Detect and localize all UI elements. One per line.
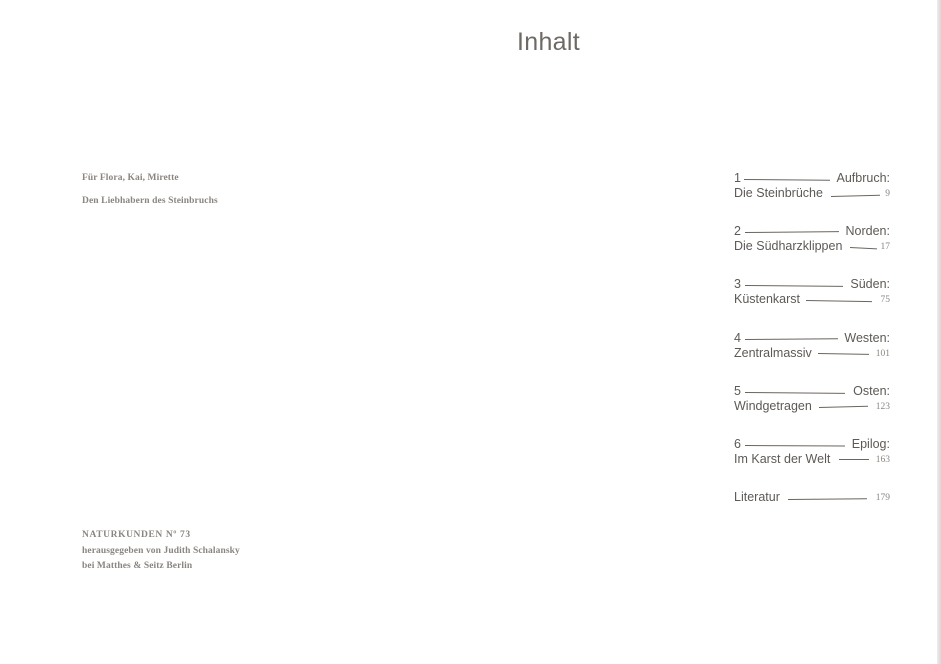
toc-chapter-title: Die Steinbrüche [734, 186, 823, 200]
toc-leader-line [788, 498, 867, 500]
toc-chapter-number: 1 [734, 171, 741, 185]
toc-page-number: 179 [875, 493, 890, 503]
toc-entry[interactable] [734, 224, 890, 258]
toc-leader-line [744, 179, 830, 181]
toc-page-number: 17 [880, 242, 890, 252]
toc-page-number: 123 [875, 402, 890, 412]
toc-chapter-title: Die Südharzklippen [734, 239, 843, 253]
toc-chapter-number: 2 [734, 224, 741, 238]
toc-page-number: 163 [875, 455, 890, 465]
toc-page-number: 101 [875, 349, 890, 359]
toc-chapter-number: 3 [734, 277, 741, 291]
publisher-credit: bei Matthes & Seitz Berlin [82, 561, 193, 571]
toc-chapter-number: 4 [734, 331, 741, 345]
toc-chapter-region: Osten: [853, 384, 890, 398]
toc-chapter-title: Im Karst der Welt [734, 452, 831, 466]
dedication-line-1: Für Flora, Kai, Mirette [82, 173, 179, 183]
toc-leader-line [745, 445, 845, 447]
toc-chapter-region: Norden: [845, 224, 890, 238]
toc-leader-line [839, 459, 869, 460]
toc-leader-line [850, 247, 877, 249]
page-edge [937, 0, 941, 664]
toc-leader-line [745, 338, 838, 340]
toc-leader-line [818, 353, 869, 355]
toc-entry[interactable] [734, 171, 890, 205]
toc-entry[interactable] [734, 277, 890, 311]
toc-entry[interactable] [734, 437, 890, 471]
toc-chapter-region: Aufbruch: [836, 171, 890, 185]
toc-chapter-region: Westen: [844, 331, 890, 345]
toc-leader-line [745, 392, 845, 394]
toc-chapter-title: Küstenkarst [734, 292, 801, 306]
toc-leader-line [831, 195, 880, 197]
toc-leader-line [745, 231, 839, 233]
toc-leader-line [806, 300, 872, 302]
toc-entry-literature[interactable] [734, 490, 890, 506]
dedication-line-2: Den Liebhabern des Steinbruchs [82, 196, 218, 206]
toc-chapter-number: 6 [734, 437, 741, 451]
toc-entry[interactable] [734, 331, 890, 365]
toc-literature-label: Literatur [734, 490, 780, 504]
toc-leader-line [819, 406, 868, 408]
toc-leader-line [745, 285, 843, 287]
editor-credit: herausgegeben von Judith Schalansky [82, 546, 240, 556]
toc-page-number: 75 [880, 295, 890, 305]
toc-chapter-title: Zentralmassiv [734, 346, 812, 360]
toc-chapter-region: Epilog: [851, 437, 890, 451]
page-title: Inhalt [517, 28, 580, 56]
toc-page-number: 9 [885, 189, 890, 199]
toc-chapter-number: 5 [734, 384, 741, 398]
toc-entry[interactable] [734, 384, 890, 418]
toc-chapter-title: Windgetragen [734, 399, 812, 413]
series-title: NATURKUNDEN Nº 73 [82, 530, 191, 540]
toc-chapter-region: Süden: [850, 277, 890, 291]
